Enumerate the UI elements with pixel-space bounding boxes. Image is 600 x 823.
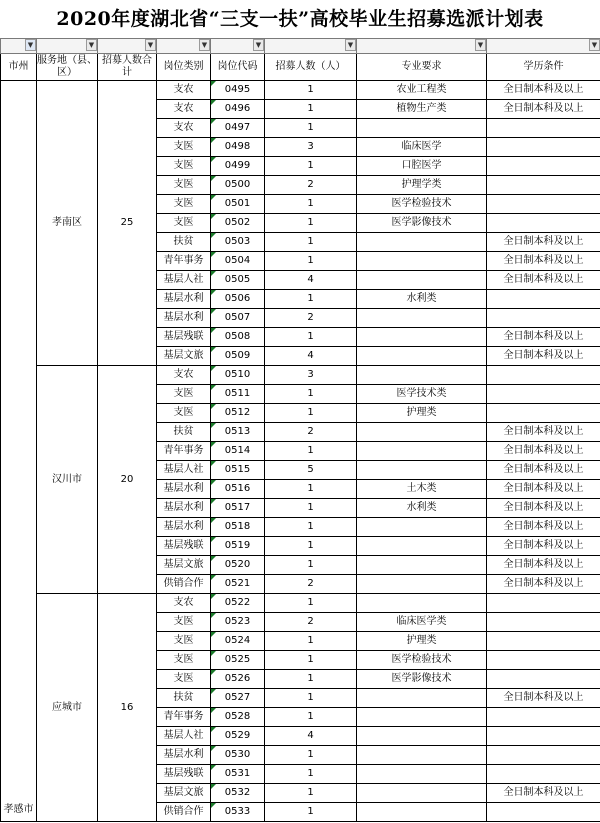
filter-cell-major [357,39,487,54]
header-edu: 学历条件 [487,54,600,81]
cell-category: 基层人社 [157,271,211,290]
cell-category: 基层文旅 [157,347,211,366]
cell-count: 3 [265,366,357,385]
cell-major [357,271,487,290]
cell-count: 5 [265,461,357,480]
cell-major [357,518,487,537]
cell-category: 扶贫 [157,423,211,442]
cell-category: 基层水利 [157,290,211,309]
cell-major: 医学检验技术 [357,195,487,214]
cell-count: 1 [265,556,357,575]
page-title: 2020年度湖北省“三支一扶”高校毕业生招募选派计划表 [56,8,544,30]
cell-major: 农业工程类 [357,81,487,100]
cell-category: 支医 [157,613,211,632]
cell-code: 0528 [211,708,265,727]
table-row [1,594,600,613]
cell-edu [487,119,600,138]
cell-category: 支医 [157,385,211,404]
cell-edu [487,632,600,651]
filter-dropdown-icon[interactable]: ▼ [475,39,486,51]
cell-major [357,366,487,385]
cell-category: 支医 [157,651,211,670]
filter-cell-category [157,39,211,54]
cell-edu [487,309,600,328]
cell-count: 2 [265,423,357,442]
cell-code: 0497 [211,119,265,138]
cell-major: 土木类 [357,480,487,499]
header-code: 岗位代码 [211,54,265,81]
cell-edu: 全日制本科及以上 [487,442,600,461]
cell-category: 基层水利 [157,518,211,537]
cell-count: 4 [265,727,357,746]
cell-category: 支医 [157,404,211,423]
cell-count: 1 [265,803,357,822]
cell-category: 青年事务 [157,252,211,271]
cell-code: 0505 [211,271,265,290]
cell-code: 0519 [211,537,265,556]
cell-code: 0533 [211,803,265,822]
cell-count: 3 [265,138,357,157]
cell-code: 0514 [211,442,265,461]
cell-edu [487,765,600,784]
cell-count: 1 [265,480,357,499]
filter-dropdown-icon[interactable]: ▼ [589,39,600,51]
cell-edu: 全日制本科及以上 [487,689,600,708]
cell-major [357,784,487,803]
cell-code: 0531 [211,765,265,784]
cell-category: 基层水利 [157,499,211,518]
cell-edu [487,157,600,176]
cell-major: 临床医学类 [357,613,487,632]
header-city: 市州 [1,54,37,81]
cell-code: 0507 [211,309,265,328]
cell-code: 0526 [211,670,265,689]
cell-major [357,575,487,594]
filter-cell-total [98,39,157,54]
cell-edu [487,651,600,670]
cell-edu: 全日制本科及以上 [487,347,600,366]
filter-dropdown-icon[interactable]: ▼ [86,39,97,51]
cell-major [357,537,487,556]
cell-edu [487,290,600,309]
cell-major: 医学检验技术 [357,651,487,670]
cell-code: 0508 [211,328,265,347]
cell-category: 基层残联 [157,537,211,556]
cell-edu [487,404,600,423]
cell-code: 0512 [211,404,265,423]
cell-count: 1 [265,119,357,138]
cell-category: 支农 [157,81,211,100]
cell-category: 支医 [157,138,211,157]
cell-count: 1 [265,442,357,461]
cell-code: 0496 [211,100,265,119]
cell-major: 临床医学 [357,138,487,157]
area-total-cell: 20 [98,366,157,594]
cell-edu [487,195,600,214]
cell-count: 4 [265,271,357,290]
area-cell: 孝南区 [37,81,98,366]
cell-major: 水利类 [357,290,487,309]
cell-code: 0524 [211,632,265,651]
cell-count: 2 [265,176,357,195]
header-major: 专业要求 [357,54,487,81]
cell-major [357,746,487,765]
cell-major [357,252,487,271]
cell-code: 0499 [211,157,265,176]
cell-code: 0529 [211,727,265,746]
header-count: 招募人数（人） [265,54,357,81]
cell-category: 青年事务 [157,708,211,727]
cell-count: 1 [265,708,357,727]
cell-major [357,423,487,442]
cell-edu: 全日制本科及以上 [487,81,600,100]
area-total-cell: 16 [98,594,157,822]
cell-major [357,556,487,575]
cell-major [357,727,487,746]
cell-major: 护理类 [357,632,487,651]
filter-cell-count [265,39,357,54]
cell-category: 供销合作 [157,803,211,822]
cell-count: 1 [265,765,357,784]
filter-dropdown-icon[interactable]: ▼ [25,39,36,51]
cell-count: 1 [265,214,357,233]
cell-category: 支医 [157,214,211,233]
cell-count: 1 [265,195,357,214]
cell-category: 支农 [157,100,211,119]
filter-cell-city [1,39,37,54]
cell-code: 0517 [211,499,265,518]
cell-major: 医学影像技术 [357,670,487,689]
cell-count: 2 [265,575,357,594]
cell-major: 植物生产类 [357,100,487,119]
cell-category: 支医 [157,670,211,689]
cell-code: 0513 [211,423,265,442]
cell-code: 0525 [211,651,265,670]
filter-dropdown-icon[interactable]: ▼ [345,39,356,51]
cell-count: 1 [265,328,357,347]
cell-count: 1 [265,81,357,100]
cell-major: 水利类 [357,499,487,518]
cell-major [357,442,487,461]
cell-code: 0530 [211,746,265,765]
city-name: 孝感市 [3,804,34,815]
cell-major: 医学影像技术 [357,214,487,233]
area-cell: 应城市 [37,594,98,822]
cell-major [357,347,487,366]
cell-category: 支医 [157,157,211,176]
cell-count: 1 [265,518,357,537]
cell-edu [487,594,600,613]
cell-count: 1 [265,670,357,689]
cell-count: 2 [265,613,357,632]
cell-major [357,765,487,784]
cell-major: 医学技术类 [357,385,487,404]
header-row [1,54,600,81]
cell-category: 基层残联 [157,328,211,347]
filter-dropdown-icon[interactable]: ▼ [199,39,210,51]
cell-code: 0511 [211,385,265,404]
cell-code: 0518 [211,518,265,537]
cell-count: 1 [265,157,357,176]
cell-major [357,119,487,138]
filter-cell-area [37,39,98,54]
header-area: 服务地（县、区） [37,54,98,81]
header-total: 招募人数合计 [98,54,157,81]
cell-count: 1 [265,290,357,309]
cell-code: 0516 [211,480,265,499]
cell-category: 基层人社 [157,461,211,480]
cell-edu [487,727,600,746]
cell-code: 0500 [211,176,265,195]
cell-edu: 全日制本科及以上 [487,556,600,575]
cell-major [357,233,487,252]
cell-category: 支农 [157,119,211,138]
filter-cell-code [211,39,265,54]
cell-edu [487,176,600,195]
table-row [1,366,600,385]
cell-edu: 全日制本科及以上 [487,480,600,499]
cell-edu [487,746,600,765]
cell-count: 1 [265,100,357,119]
cell-edu [487,214,600,233]
cell-category: 青年事务 [157,442,211,461]
cell-code: 0515 [211,461,265,480]
cell-category: 基层水利 [157,309,211,328]
filter-dropdown-icon[interactable]: ▼ [145,39,156,51]
cell-category: 基层残联 [157,765,211,784]
cell-edu: 全日制本科及以上 [487,100,600,119]
cell-count: 1 [265,385,357,404]
area-cell: 汉川市 [37,366,98,594]
cell-category: 支农 [157,366,211,385]
cell-category: 供销合作 [157,575,211,594]
cell-count: 1 [265,632,357,651]
cell-category: 基层水利 [157,480,211,499]
cell-edu: 全日制本科及以上 [487,518,600,537]
cell-code: 0520 [211,556,265,575]
cell-edu [487,138,600,157]
cell-major [357,708,487,727]
cell-category: 支医 [157,632,211,651]
cell-edu: 全日制本科及以上 [487,575,600,594]
cell-count: 1 [265,404,357,423]
cell-code: 0522 [211,594,265,613]
cell-category: 基层文旅 [157,556,211,575]
cell-major [357,461,487,480]
cell-category: 支医 [157,176,211,195]
cell-code: 0495 [211,81,265,100]
cell-code: 0523 [211,613,265,632]
cell-count: 1 [265,746,357,765]
cell-count: 2 [265,309,357,328]
header-category: 岗位类别 [157,54,211,81]
cell-major: 护理类 [357,404,487,423]
cell-major: 护理学类 [357,176,487,195]
cell-edu: 全日制本科及以上 [487,328,600,347]
cell-code: 0506 [211,290,265,309]
cell-edu: 全日制本科及以上 [487,271,600,290]
cell-edu: 全日制本科及以上 [487,461,600,480]
cell-edu [487,803,600,822]
cell-edu: 全日制本科及以上 [487,252,600,271]
cell-count: 1 [265,499,357,518]
plan-table [0,38,600,822]
cell-count: 4 [265,347,357,366]
cell-count: 1 [265,784,357,803]
area-total-cell: 25 [98,81,157,366]
cell-code: 0501 [211,195,265,214]
cell-major: 口腔医学 [357,157,487,176]
cell-edu [487,366,600,385]
cell-edu: 全日制本科及以上 [487,233,600,252]
cell-code: 0503 [211,233,265,252]
cell-count: 1 [265,594,357,613]
filter-row [1,39,600,54]
filter-dropdown-icon[interactable]: ▼ [253,39,264,51]
cell-category: 基层水利 [157,746,211,765]
table-row [1,81,600,100]
filter-cell-edu [487,39,600,54]
cell-category: 扶贫 [157,233,211,252]
city-cell [1,81,37,822]
cell-category: 支医 [157,195,211,214]
cell-code: 0532 [211,784,265,803]
cell-code: 0521 [211,575,265,594]
cell-edu: 全日制本科及以上 [487,423,600,442]
cell-count: 1 [265,252,357,271]
cell-major [357,594,487,613]
cell-edu: 全日制本科及以上 [487,499,600,518]
cell-category: 基层文旅 [157,784,211,803]
cell-code: 0510 [211,366,265,385]
cell-code: 0502 [211,214,265,233]
cell-count: 1 [265,233,357,252]
cell-code: 0527 [211,689,265,708]
cell-major [357,309,487,328]
cell-code: 0509 [211,347,265,366]
cell-edu: 全日制本科及以上 [487,537,600,556]
cell-count: 1 [265,689,357,708]
cell-edu [487,670,600,689]
cell-major [357,328,487,347]
cell-count: 1 [265,537,357,556]
cell-major [357,803,487,822]
cell-edu [487,708,600,727]
cell-major [357,689,487,708]
cell-edu [487,613,600,632]
cell-category: 支农 [157,594,211,613]
cell-edu: 全日制本科及以上 [487,784,600,803]
cell-code: 0498 [211,138,265,157]
cell-count: 1 [265,651,357,670]
cell-category: 基层人社 [157,727,211,746]
cell-category: 扶贫 [157,689,211,708]
cell-edu [487,385,600,404]
cell-code: 0504 [211,252,265,271]
